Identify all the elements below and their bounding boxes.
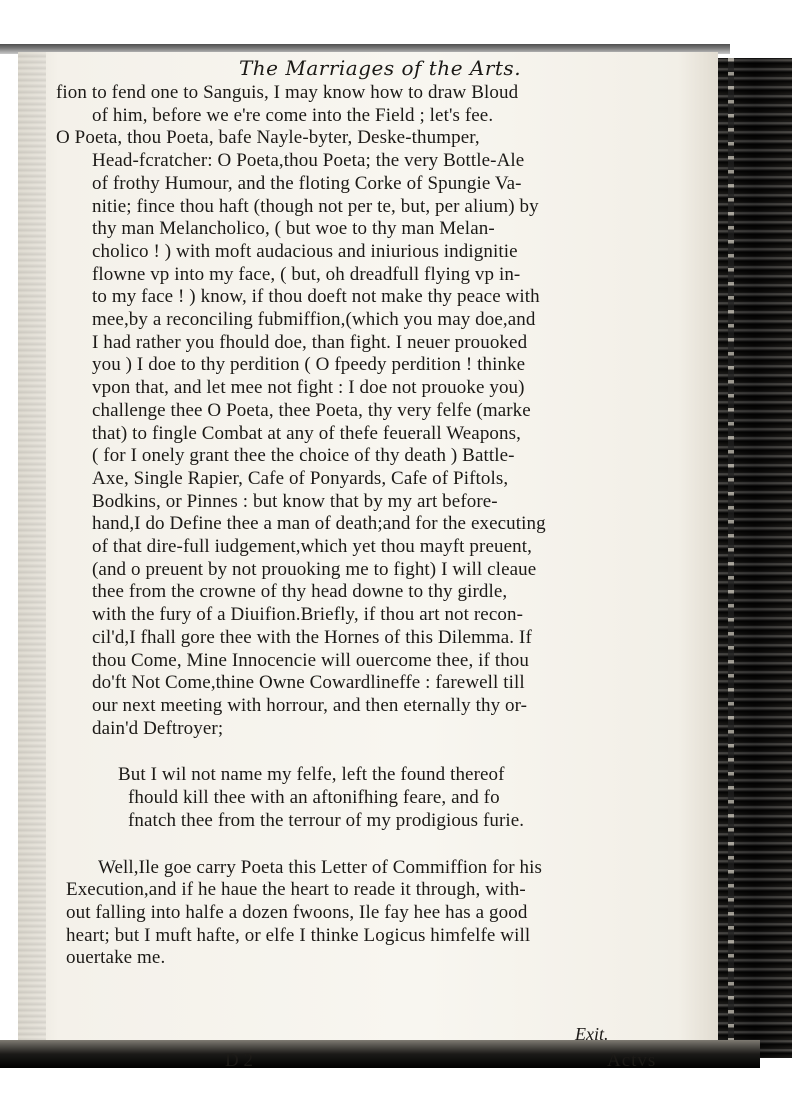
stage-direction-exit: Exit. bbox=[575, 1024, 609, 1044]
text-line: challenge thee O Poeta, thee Poeta, thy very felfe (marke bbox=[92, 399, 531, 421]
text-line: with the fury of a Diuifion.Briefly, if thou art not recon- bbox=[92, 604, 523, 626]
text-line: fnatch thee from the terrour of my prodigious furie. bbox=[128, 809, 525, 831]
text-line: ouertake me. bbox=[66, 947, 166, 969]
running-title: The Marriages of the Arts. bbox=[238, 56, 522, 80]
paragraph-gap bbox=[56, 740, 716, 764]
text-line: of that dire-full iudgement,which yet thou mayft preuent, bbox=[92, 536, 532, 558]
text-line: cil'd,I fhall gore thee with the Hornes of this Dilemma. If bbox=[92, 626, 532, 648]
text-line: fhould kill thee with an aftonifhing feare, and fo bbox=[128, 787, 500, 809]
text-line: out falling into halfe a dozen fwoons, Ile fay hee has a good bbox=[66, 901, 528, 923]
text-line: mee,by a reconciling fubmiffion,(which you may doe,and bbox=[92, 309, 536, 331]
text-line: Head-fcratcher: O Poeta,thou Poeta; the very Bottle-Ale bbox=[92, 150, 525, 172]
text-line: Well,Ile goe carry Poeta this Letter of Commiffion for his bbox=[98, 856, 542, 878]
text-line: flowne vp into my face, ( but, oh dreadfull flying vp in- bbox=[92, 263, 521, 285]
text-line: our next meeting with horrour, and then eternally thy or- bbox=[92, 694, 528, 716]
text-line: heart; but I muft hafte, or elfe I thinke Logicus himfelfe will bbox=[66, 924, 531, 946]
text-line: thee from the crowne of thy head downe to thy girdle, bbox=[92, 581, 508, 603]
text-line: you ) I doe to thy perdition ( O fpeedy perdition ! thinke bbox=[92, 354, 526, 376]
text-line: that) to fingle Combat at any of thefe feuerall Weapons, bbox=[92, 422, 521, 444]
text-line: vpon that, and let mee not fight : I doe not prouoke you) bbox=[92, 377, 525, 399]
text-line: thy man Melancholico, ( but woe to thy man Melan- bbox=[92, 218, 495, 240]
text-line: I had rather you fhould doe, than fight. I neuer prouoked bbox=[92, 331, 528, 353]
text-line: hand,I do Define thee a man of death;and for the executing bbox=[92, 513, 546, 535]
body-text bbox=[56, 82, 716, 970]
text-line: Execution,and if he haue the heart to reade it through, with- bbox=[66, 879, 526, 901]
text-line: of him, before we e're come into the Field ; let's fee. bbox=[92, 104, 494, 126]
signature-mark: D 2 bbox=[225, 1050, 253, 1071]
book-binding-strip bbox=[718, 58, 792, 1058]
catchword: Actvs bbox=[607, 1050, 657, 1071]
text-line: Axe, Single Rapier, Cafe of Ponyards, Cafe of Piftols, bbox=[92, 467, 509, 489]
text-line: ( for I onely grant thee the choice of thy death ) Battle- bbox=[92, 445, 515, 467]
text-line: Bodkins, or Pinnes : but know that by my art before- bbox=[92, 490, 498, 512]
text-line: But I wil not name my felfe, left the found thereof bbox=[118, 764, 505, 786]
text-line: O Poeta, thou Poeta, bafe Nayle-byter, Deske-thumper, bbox=[56, 127, 480, 149]
text-line: cholico ! ) with moft audacious and iniurious indignitie bbox=[92, 240, 518, 262]
text-line: thou Come, Mine Innocencie will ouercome thee, if thou bbox=[92, 649, 530, 671]
text-line: nitie; fince thou haft (though not per te, but, per alium) by bbox=[92, 195, 539, 217]
text-line: dain'd Deftroyer; bbox=[92, 717, 224, 739]
text-line: (and o preuent by not prouoking me to fight) I will cleaue bbox=[92, 558, 537, 580]
text-line: of frothy Humour, and the floting Corke of Spungie Va- bbox=[92, 172, 522, 194]
text-line: fion to fend one to Sanguis, I may know how to draw Bloud bbox=[56, 82, 519, 103]
text-line: do'ft Not Come,thine Owne Cowardlineffe : farewell till bbox=[92, 672, 525, 694]
text-line: to my face ! ) know, if thou doeft not make thy peace with bbox=[92, 286, 540, 308]
paragraph-gap bbox=[56, 833, 716, 857]
